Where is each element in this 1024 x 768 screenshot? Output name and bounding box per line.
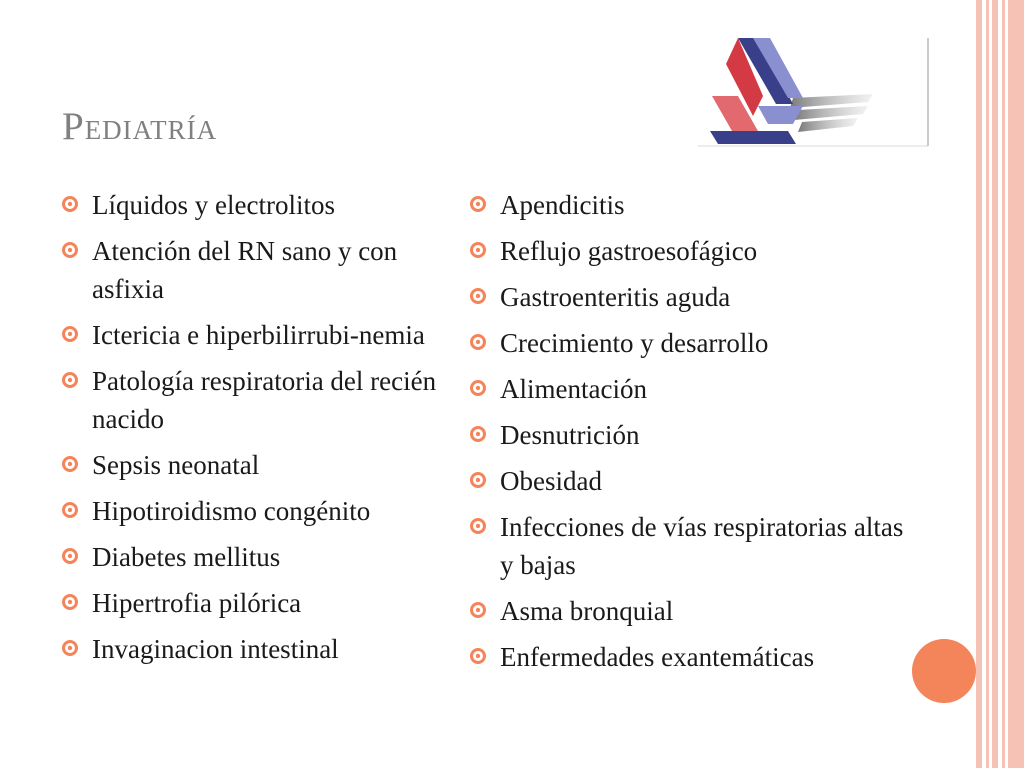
left-list [62,186,472,668]
gear-bullet-icon [62,640,78,656]
decorative-stripes [976,0,1024,768]
list-item [470,278,910,316]
list-item-text: Crecimiento y desarrollo [500,328,769,358]
list-item [62,362,472,438]
list-item [470,416,910,454]
gear-bullet-icon [62,326,78,342]
list-item [470,638,910,676]
list-item [470,508,910,584]
list-item [62,630,472,668]
list-item-text: Asma bronquial [500,596,674,626]
gear-bullet-icon [470,242,486,258]
list-item-text: Desnutrición [500,420,640,450]
gear-bullet-icon [470,288,486,304]
list-item-text: Apendicitis [500,190,625,220]
gear-bullet-icon [470,472,486,488]
gear-bullet-icon [470,380,486,396]
gear-bullet-icon [62,594,78,610]
list-item-text: Ictericia e hiperbilirrubi-nemia [92,320,425,350]
logo [698,36,930,148]
list-item-text: Atención del RN sano y con asfixia [92,236,398,304]
list-item-text: Hipertrofia pilórica [92,588,302,618]
logo-icon [698,36,930,148]
gear-bullet-icon [62,502,78,518]
gear-bullet-icon [62,242,78,258]
gear-bullet-icon [470,648,486,664]
list-item-text: Patología respiratoria del recién nacido [92,366,437,434]
right-list [470,186,910,676]
list-item [470,370,910,408]
list-item-text: Hipotiroidismo congénito [92,496,371,526]
list-item-text: Enfermedades exantemáticas [500,642,815,672]
gear-bullet-icon [470,518,486,534]
list-item-text: Gastroenteritis aguda [500,282,731,312]
list-item-text: Alimentación [500,374,647,404]
decorative-circle [912,639,976,703]
list-item-text: Sepsis neonatal [92,450,260,480]
right-column [470,186,910,684]
gear-bullet-icon [62,372,78,388]
list-item [62,492,472,530]
gear-bullet-icon [470,426,486,442]
list-item [62,232,472,308]
gear-bullet-icon [470,334,486,350]
list-item [62,446,472,484]
list-item [470,324,910,362]
list-item [470,592,910,630]
list-item [470,462,910,500]
list-item-text: Invaginacion intestinal [92,634,339,664]
list-item [470,232,910,270]
list-item [62,538,472,576]
list-item-text: Infecciones de vías respiratorias altas y bajas [500,512,904,580]
gear-bullet-icon [470,196,486,212]
list-item [470,186,910,224]
list-item-text: Líquidos y electrolitos [92,190,335,220]
list-item [62,584,472,622]
gear-bullet-icon [62,196,78,212]
list-item-text: Reflujo gastroesofágico [500,236,758,266]
list-item [62,186,472,224]
list-item [62,316,472,354]
gear-bullet-icon [62,456,78,472]
left-column [62,186,472,676]
list-item-text: Obesidad [500,466,602,496]
gear-bullet-icon [62,548,78,564]
list-item-text: Diabetes mellitus [92,542,281,572]
gear-bullet-icon [470,602,486,618]
slide-title: Pediatría [62,105,218,148]
